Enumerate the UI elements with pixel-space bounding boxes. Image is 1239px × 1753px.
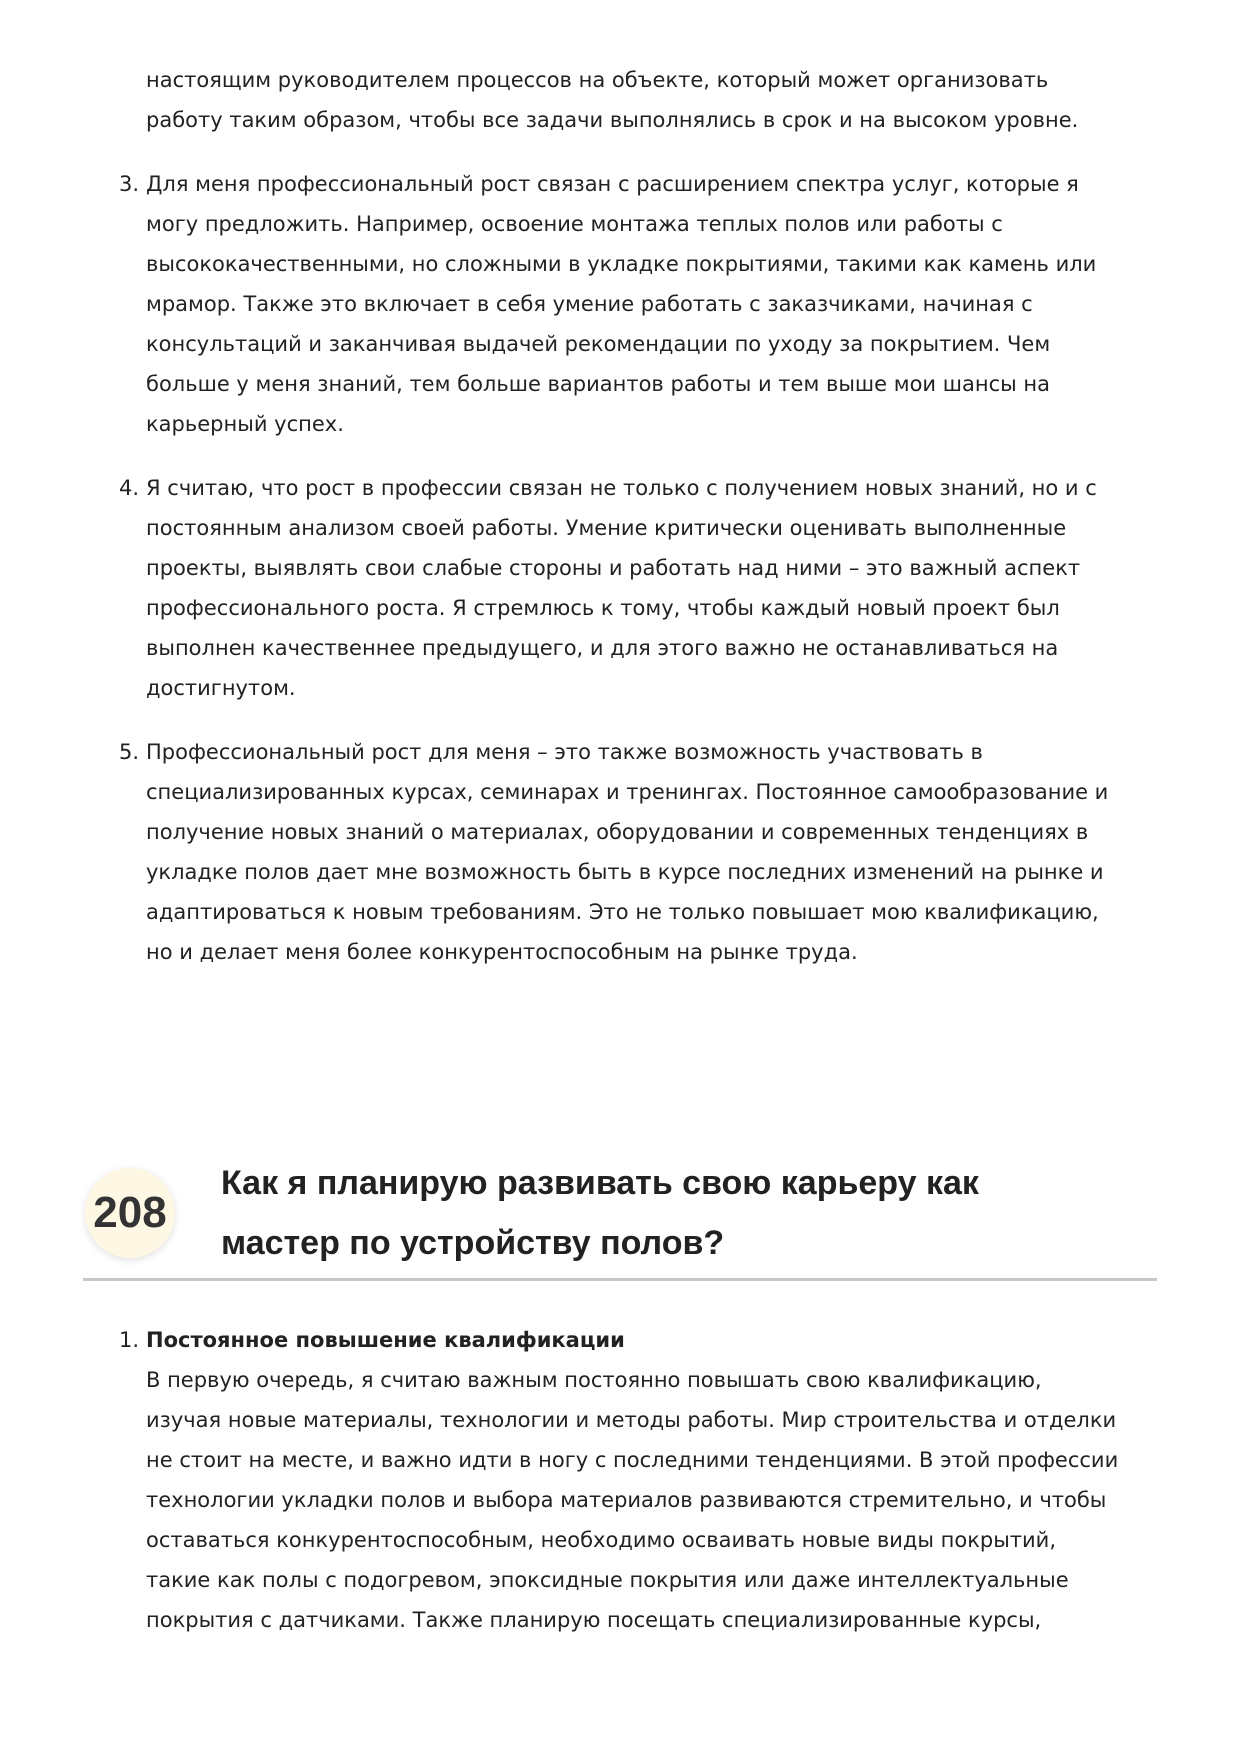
text-line: покрытия с датчиками. Также планирую посещать специализированные курсы, xyxy=(146,1608,1042,1632)
section-list xyxy=(0,1320,1239,1664)
text-line: такие как полы с подогревом, эпоксидные покрытия или даже интеллектуальные xyxy=(146,1568,1069,1592)
text-line: высококачественными, но сложными в укладке покрытиями, такими как камень или xyxy=(146,252,1097,276)
text-line: но и делает меня более конкурентоспособным на рынке труда. xyxy=(146,940,858,964)
item-number: 3. xyxy=(119,172,140,196)
item-number: 1. xyxy=(119,1328,140,1352)
text-line: не стоит на месте, и важно идти в ногу с последними тенденциями. В этой профессии xyxy=(146,1448,1119,1472)
heading-divider xyxy=(83,1278,1157,1281)
text-line: Профессиональный рост для меня – это также возможность участвовать в xyxy=(146,740,983,764)
text-line: укладке полов дает мне возможность быть в курсе последних изменений на рынке и xyxy=(146,860,1104,884)
text-line: мрамор. Также это включает в себя умение работать с заказчиками, начиная с xyxy=(146,292,1033,316)
section-heading xyxy=(221,1153,979,1273)
text-line: Для меня профессиональный рост связан с расширением спектра услуг, которые я xyxy=(146,172,1079,196)
list-item xyxy=(0,1320,1239,1640)
text-line: работу таким образом, чтобы все задачи выполнялись в срок и на высоком уровне. xyxy=(146,108,1079,132)
text-line: постоянным анализом своей работы. Умение критически оценивать выполненные xyxy=(146,516,1067,540)
item-number: 5. xyxy=(119,740,140,764)
previous-section-list xyxy=(0,60,1239,996)
text-line: карьерный успех. xyxy=(146,412,344,436)
item-title: Постоянное повышение квалификации xyxy=(146,1328,625,1352)
text-line: могу предложить. Например, освоение монтажа теплых полов или работы с xyxy=(146,212,1003,236)
list-item xyxy=(0,164,1239,444)
list-item xyxy=(0,468,1239,708)
text-line: больше у меня знаний, тем больше вариантов работы и тем выше мои шансы на xyxy=(146,372,1050,396)
text-line: Я считаю, что рост в профессии связан не только с получением новых знаний, но и с xyxy=(146,476,1097,500)
text-line: профессионального роста. Я стремлюсь к тому, чтобы каждый новый проект был xyxy=(146,596,1060,620)
section-number: 208 xyxy=(93,1188,167,1237)
text-line: технологии укладки полов и выбора материалов развиваются стремительно, и чтобы xyxy=(146,1488,1107,1512)
text-line: изучая новые материалы, технологии и методы работы. Мир строительства и отделки xyxy=(146,1408,1117,1432)
text-line: получение новых знаний о материалах, оборудовании и современных тенденциях в xyxy=(146,820,1089,844)
text-line: специализированных курсах, семинарах и тренингах. Постоянное самообразование и xyxy=(146,780,1109,804)
text-line: достигнутом. xyxy=(146,676,296,700)
text-line: консультаций и заканчивая выдачей рекомендации по уходу за покрытием. Чем xyxy=(146,332,1051,356)
heading-line: мастер по устройству полов? xyxy=(221,1224,725,1262)
item-number: 4. xyxy=(119,476,140,500)
text-line: оставаться конкурентоспособным, необходимо осваивать новые виды покрытий, xyxy=(146,1528,1056,1552)
list-item-continuation xyxy=(0,60,1239,140)
heading-line: Как я планирую развивать свою карьеру как xyxy=(221,1164,979,1202)
text-line: В первую очередь, я считаю важным постоянно повышать свою квалификацию, xyxy=(146,1368,1042,1392)
text-line: проекты, выявлять свои слабые стороны и работать над ними – это важный аспект xyxy=(146,556,1081,580)
text-line: настоящим руководителем процессов на объекте, который может организовать xyxy=(146,68,1049,92)
text-line: выполнен качественнее предыдущего, и для этого важно не останавливаться на xyxy=(146,636,1059,660)
list-item xyxy=(0,732,1239,972)
text-line: адаптироваться к новым требованиям. Это не только повышает мою квалификацию, xyxy=(146,900,1099,924)
